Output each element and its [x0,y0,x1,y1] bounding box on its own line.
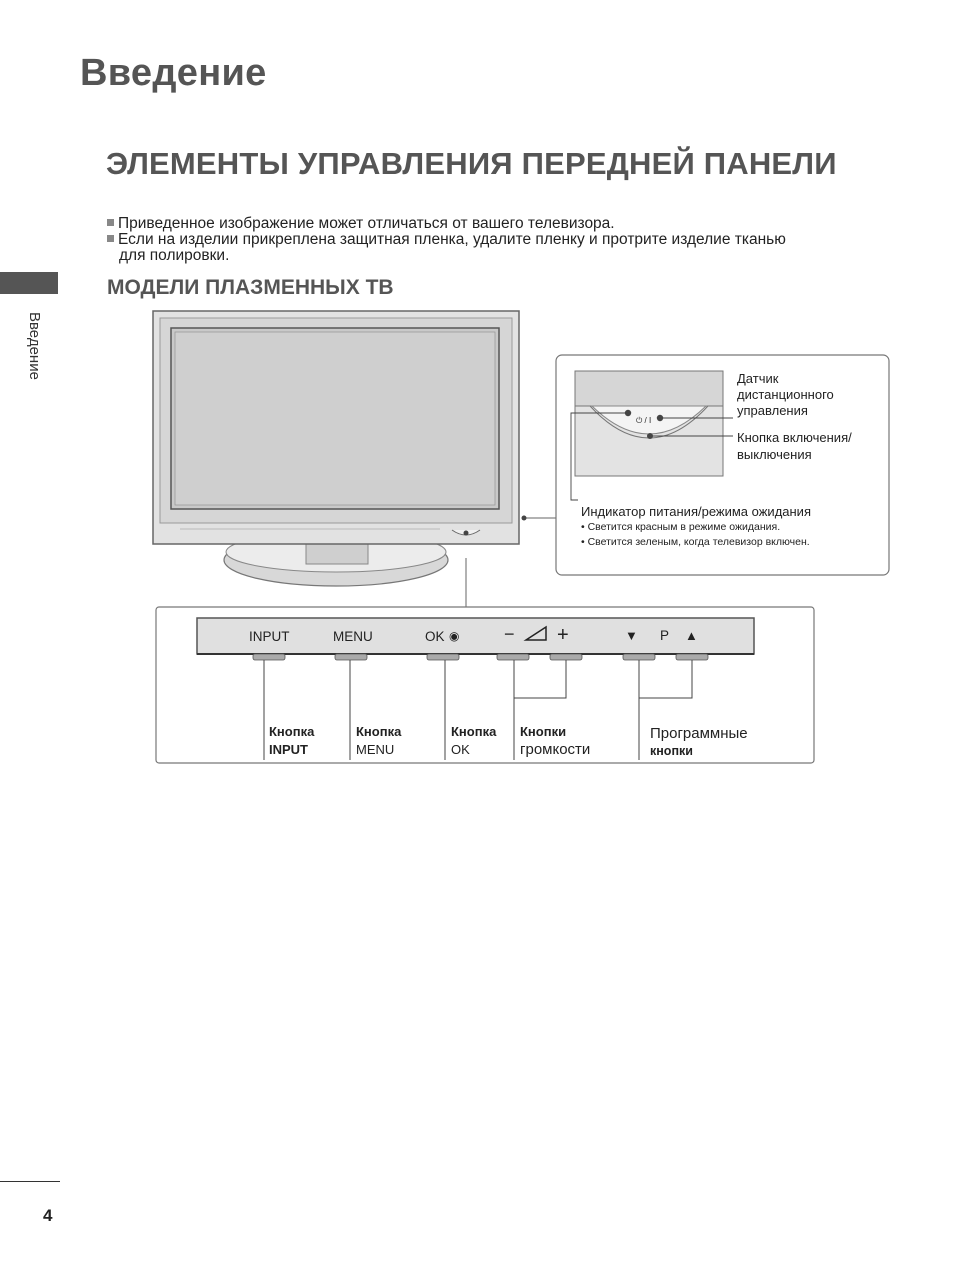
page-number: 4 [43,1206,53,1225]
subsection-title: МОДЕЛИ ПЛАЗМЕННЫХ ТВ [107,276,394,299]
sensor-label-line-2: дистанционного [737,387,834,402]
ok-button-text: OK [425,629,445,644]
volume-label-line-1: Кнопки [520,724,567,739]
indicator-note-on: • Светится зеленым, когда телевизор включен. [581,536,810,548]
page-title: Введение [80,52,267,94]
ok-circle-icon: ◉ [449,629,460,643]
channel-up-physical-button[interactable] [676,654,708,660]
input-button-text: INPUT [249,629,290,644]
power-symbol-icon: ⏻ / I [636,416,652,425]
menu-physical-button[interactable] [335,654,367,660]
volume-down-physical-button[interactable] [497,654,529,660]
menu-label-line-1: Кнопка [356,724,402,739]
ok-physical-button[interactable] [427,654,459,660]
ok-label-line-2: OK [451,742,470,757]
sensor-label-line-3: управления [737,403,808,418]
channel-down-physical-button[interactable] [623,654,655,660]
note-1: Приведенное изображение может отличаться от вашего телевизора. [107,216,887,232]
plasma-tv-illustration [153,311,519,586]
channel-down-icon: ▼ [625,628,638,643]
note-2-continued: для полировки. [119,247,230,264]
input-label-line-2: INPUT [269,742,308,757]
volume-up-physical-button[interactable] [550,654,582,660]
program-label-line-2: кнопки [650,744,693,758]
channel-up-icon: ▲ [685,628,698,643]
program-label-line-1: Программные [650,725,748,742]
volume-minus-icon: − [504,624,515,644]
note-2: Если на изделии прикреплена защитная пленка, удалите пленку и протрите изделие тканью [107,232,887,248]
program-p-text: P [660,628,670,643]
side-section-label: Введение [26,312,43,380]
input-label-line-1: Кнопка [269,724,315,739]
volume-plus-icon: + [557,624,569,646]
indicator-title: Индикатор питания/режима ожидания [581,504,811,519]
input-physical-button[interactable] [253,654,285,660]
menu-button-text: MENU [333,629,373,644]
indicator-note-standby: • Светится красным в режиме ожидания. [581,521,781,533]
power-button-label-line-1: Кнопка включения/ [737,430,852,445]
power-button-label-line-2: выключения [737,447,812,462]
menu-label-line-2: MENU [356,742,395,757]
section-title: ЭЛЕМЕНТЫ УПРАВЛЕНИЯ ПЕРЕДНЕЙ ПАНЕЛИ [106,146,837,181]
sensor-label-line-1: Датчик [737,371,779,386]
volume-label-line-2: громкости [520,741,591,758]
ok-label-line-1: Кнопка [451,724,497,739]
